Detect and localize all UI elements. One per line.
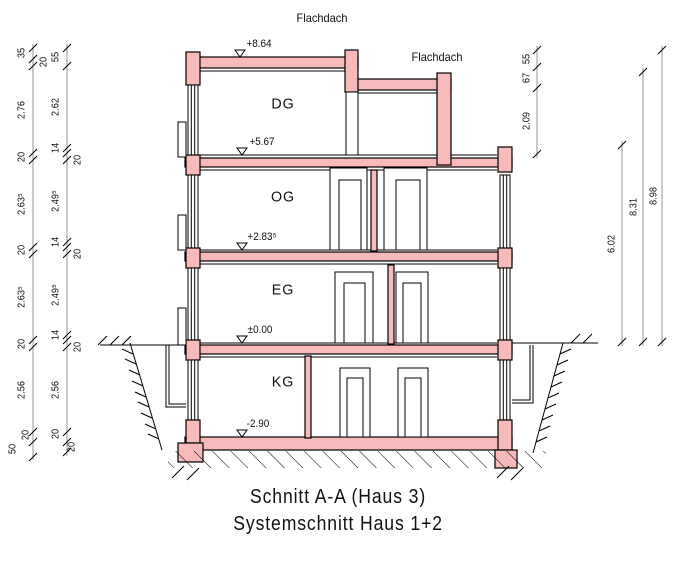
dim-left-outer-2: 2.76 — [16, 101, 28, 119]
dim-right-overall-2: 8.98 — [648, 187, 660, 205]
dim-left-inner-11: 20 — [50, 428, 62, 440]
dim-left-outer-10: 50 — [7, 443, 19, 455]
dim-right-overall-0: 6.02 — [606, 235, 618, 253]
floor-label-og: OG — [270, 188, 296, 206]
dim-left-inner-8: 14 — [50, 329, 62, 341]
dim-left-inner-7: 2.49⁵ — [50, 284, 62, 306]
dim-left-outer-9: 20 — [20, 429, 32, 441]
dim-left-outer-4: 2.63⁵ — [16, 193, 28, 215]
elevation-markers — [235, 50, 247, 437]
dim-left-inner-2: 14 — [50, 142, 62, 154]
elevation-eg-floor: ±0.00 — [247, 324, 273, 336]
dim-left-inner-0: 55 — [50, 51, 62, 63]
flachdach-label-left: Flachdach — [296, 11, 348, 25]
title-line-1: Schnitt A-A (Haus 3) — [249, 486, 427, 508]
dim-left-outer-5: 20 — [16, 244, 28, 256]
dim-right-upper-1: 67 — [521, 72, 533, 84]
dim-left-inner-6: 20 — [72, 248, 84, 260]
floor-label-dg: DG — [271, 95, 295, 113]
door-frames — [330, 168, 428, 437]
elevation-roof: +8.64 — [246, 38, 272, 50]
dim-left-inner-12: 20 — [66, 441, 78, 453]
floor-label-eg: EG — [271, 281, 295, 299]
dim-left-outer-6: 2.63⁵ — [16, 286, 28, 308]
right-exterior-wall — [495, 175, 517, 468]
dim-left-inner-5: 14 — [50, 236, 62, 248]
drawing-subtitle — [0, 513, 676, 536]
dim-left-outer-1: 20 — [38, 56, 50, 68]
dim-right-upper-0: 55 — [521, 53, 533, 65]
title-line-2: Systemschnitt Haus 1+2 — [233, 513, 443, 535]
dim-left-inner-1: 2.62 — [50, 98, 62, 116]
flat-roof-upper — [193, 57, 358, 71]
roof-parapet-walls — [345, 50, 512, 172]
dim-left-inner-10: 2.56 — [50, 381, 62, 399]
dim-left-outer-7: 20 — [16, 338, 28, 350]
flat-roof-lower — [352, 79, 451, 93]
dim-left-outer-0: 35 — [16, 47, 28, 59]
dim-right-overall-1: 8.31 — [628, 198, 640, 216]
flachdach-label-right: Flachdach — [411, 50, 463, 64]
elevation-dg-floor: +5.67 — [249, 136, 275, 148]
floor-label-kg: KG — [271, 373, 295, 391]
dim-left-inner-9: 20 — [72, 341, 84, 353]
ground-hatch — [168, 451, 546, 480]
drawing-title — [0, 486, 676, 509]
dim-left-inner-3: 20 — [72, 154, 84, 166]
left-exterior-wall — [178, 52, 203, 462]
dim-right-upper-2: 2.09 — [521, 112, 533, 130]
dim-left-outer-8: 2.56 — [16, 381, 28, 399]
dim-left-inner-4: 2.49⁵ — [50, 190, 62, 212]
dim-left-outer-3: 20 — [16, 151, 28, 163]
elevation-og-floor: +2.83⁵ — [247, 231, 277, 243]
elevation-kg-floor: -2.90 — [246, 418, 270, 430]
